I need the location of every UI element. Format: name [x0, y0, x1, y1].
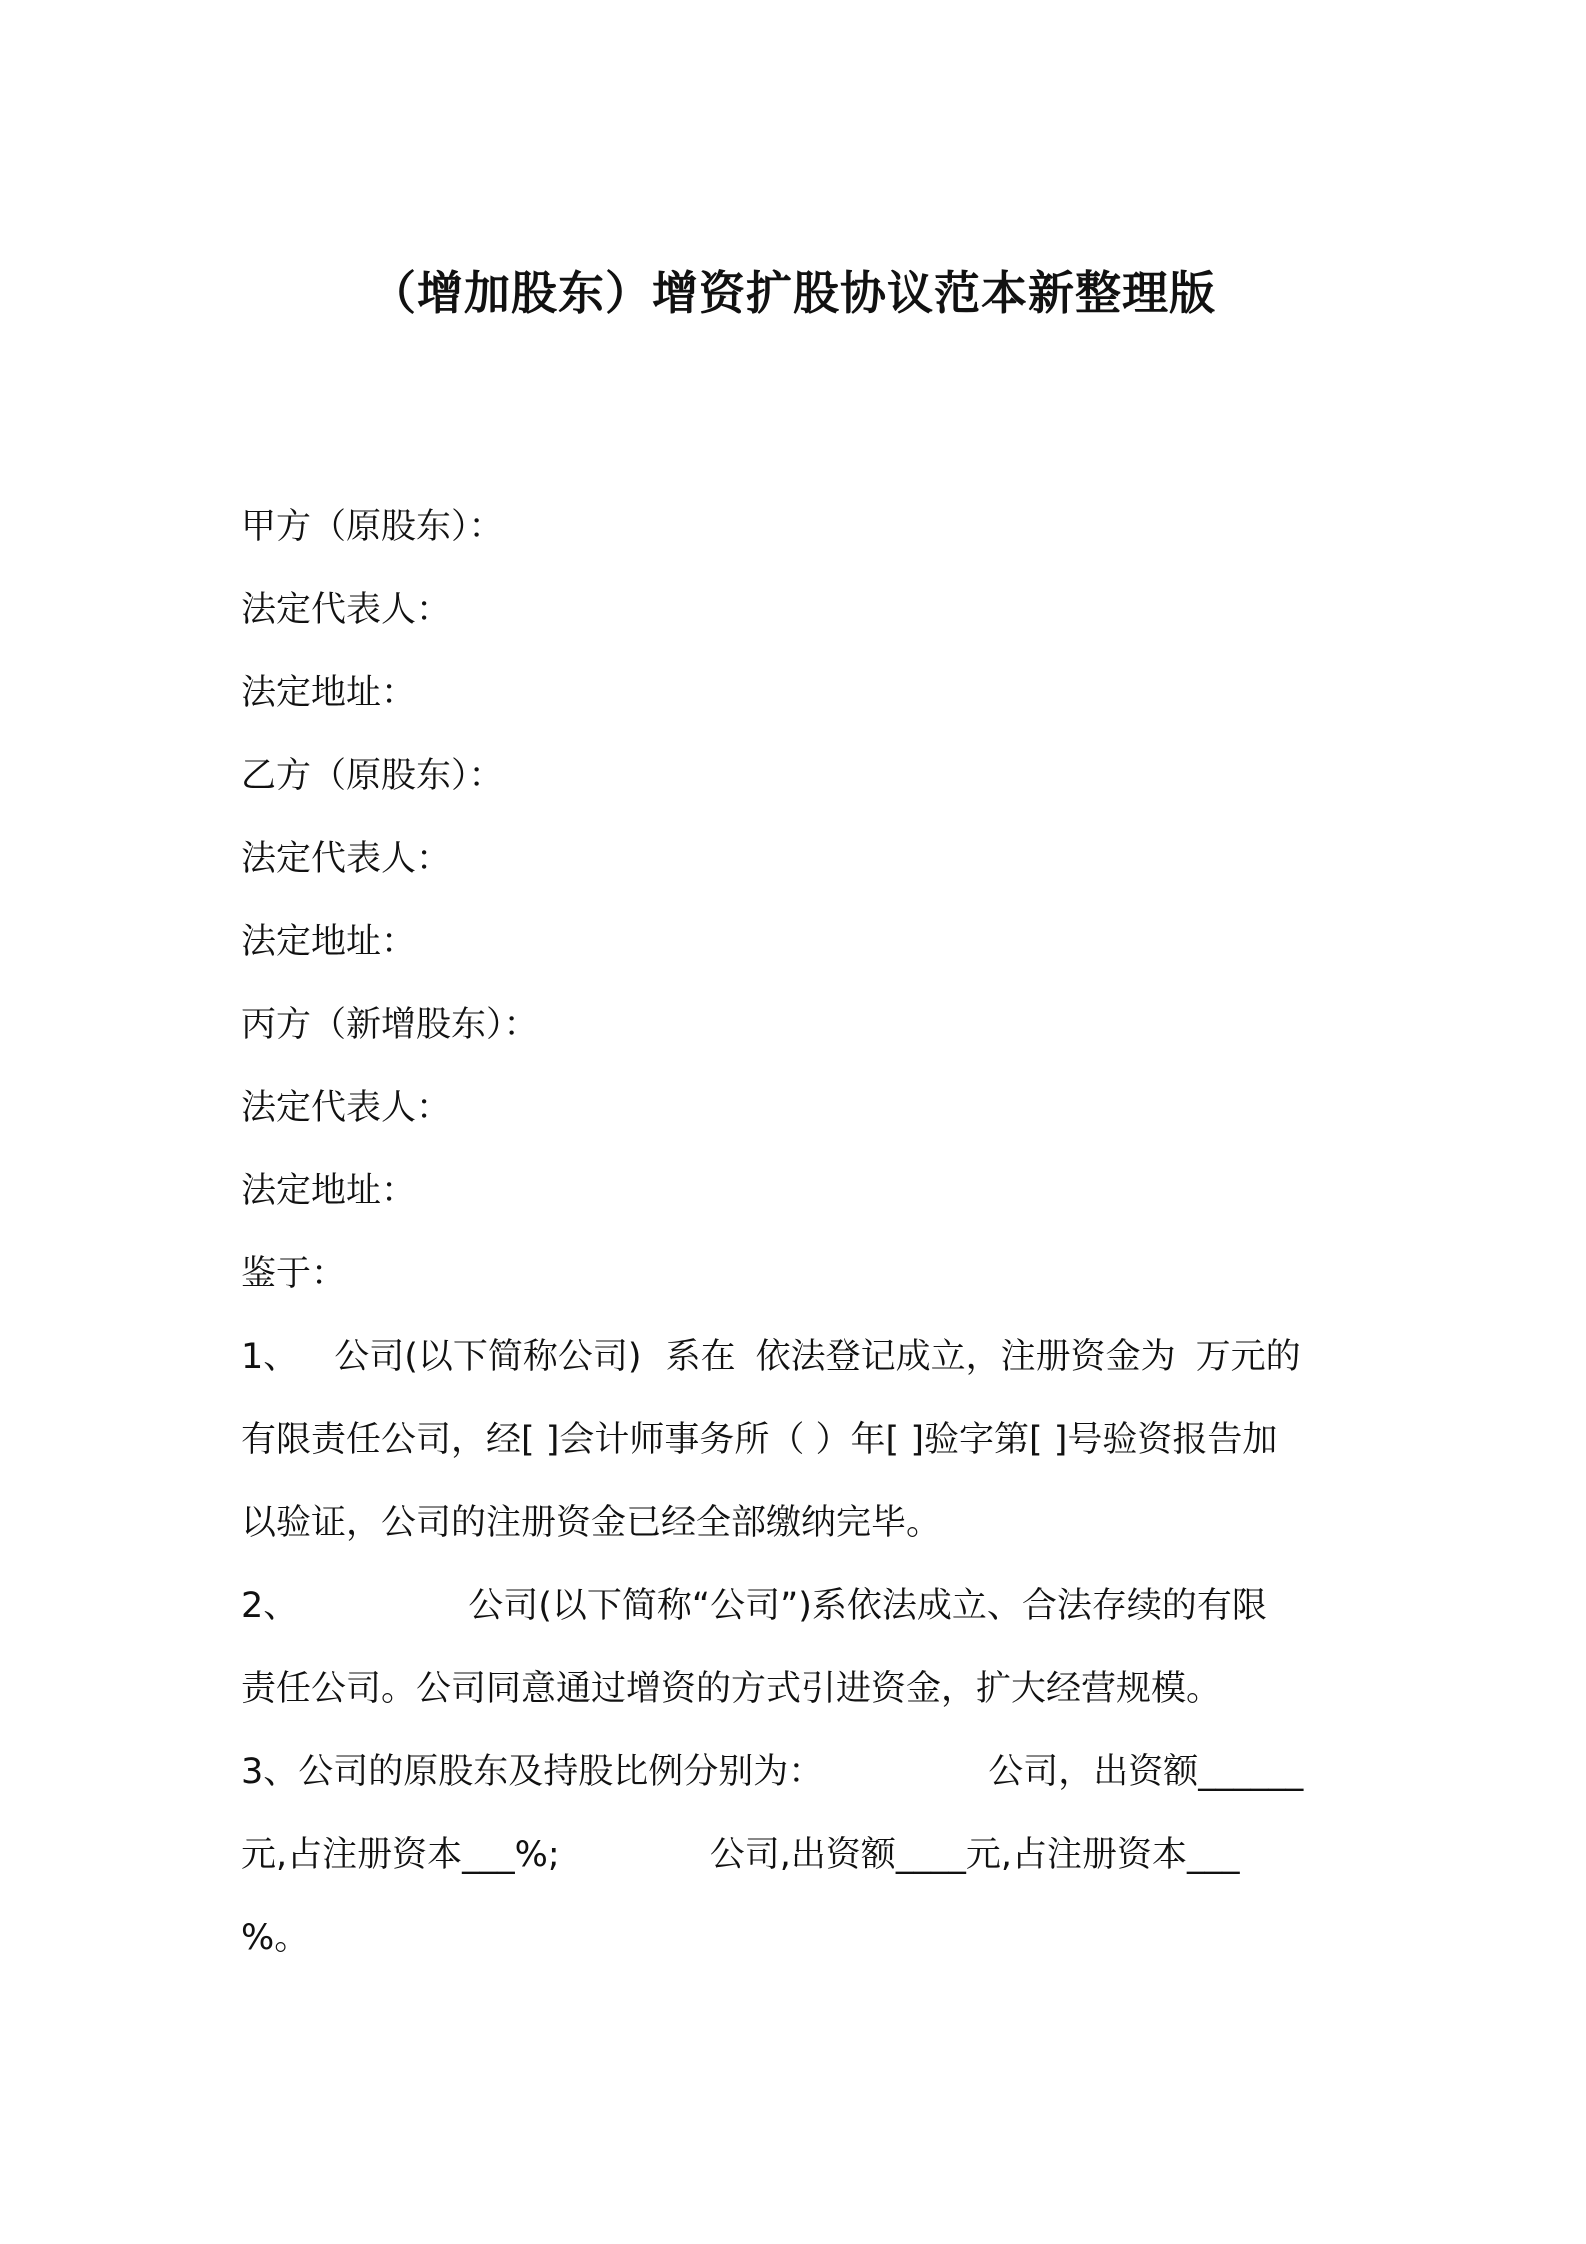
- party-a-representative-label: 法定代表人：: [241, 590, 452, 630]
- clause-1-line-1: [241, 1332, 1351, 1382]
- whereas-heading: 鉴于：: [241, 1254, 347, 1294]
- party-a-address-label: 法定地址：: [241, 673, 417, 713]
- party-c-label: 丙方（新增股东）：: [241, 1005, 539, 1045]
- party-b-label: 乙方（原股东）：: [241, 756, 504, 796]
- clause-2-company: 公司(以下简称“公司”)系依法成立、合法存续的有限: [468, 1586, 1267, 1626]
- clause-3-intro: 3、公司的原股东及持股比例分别为：: [241, 1752, 824, 1792]
- clause-3-first-shareholder: 公司，出资额______: [988, 1752, 1304, 1792]
- document-title: （增加股东）增资扩股协议范本新整理版: [370, 266, 1216, 320]
- clause-1-line-2: 有限责任公司，经[ ]会计师事务所（ ）年[ ]验字第[ ]号验资报告加: [241, 1420, 1278, 1460]
- clause-1-line-3: 以验证，公司的注册资金已经全部缴纳完毕。: [241, 1503, 942, 1543]
- clause-2-number: 2、: [241, 1586, 299, 1626]
- party-c-representative-label: 法定代表人：: [241, 1088, 452, 1128]
- clause-1-amount-unit: 万元的: [1195, 1337, 1301, 1377]
- clause-3-first-share: 元,占注册资本___%;: [241, 1835, 560, 1875]
- clause-3-second-shareholder: 公司,出资额____元,占注册资本___: [709, 1835, 1240, 1875]
- clause-2-line-1: [241, 1581, 1351, 1631]
- party-c-address-label: 法定地址：: [241, 1171, 417, 1211]
- clause-3-line-2: [241, 1830, 1351, 1880]
- clause-3-line-1: [241, 1747, 1351, 1797]
- clause-1-company: 公司(以下简称公司): [334, 1337, 642, 1377]
- clause-3-line-3: %。: [241, 1918, 310, 1958]
- clause-2-line-2: 责任公司。公司同意通过增资的方式引进资金，扩大经营规模。: [241, 1669, 1222, 1709]
- clause-1-located: 系在: [665, 1337, 736, 1377]
- party-a-label: 甲方（原股东）：: [241, 507, 504, 547]
- clause-1-number: 1、: [241, 1337, 299, 1377]
- party-b-address-label: 法定地址：: [241, 922, 417, 962]
- party-b-representative-label: 法定代表人：: [241, 839, 452, 879]
- clause-1-registered: 依法登记成立，注册资金为: [755, 1337, 1176, 1377]
